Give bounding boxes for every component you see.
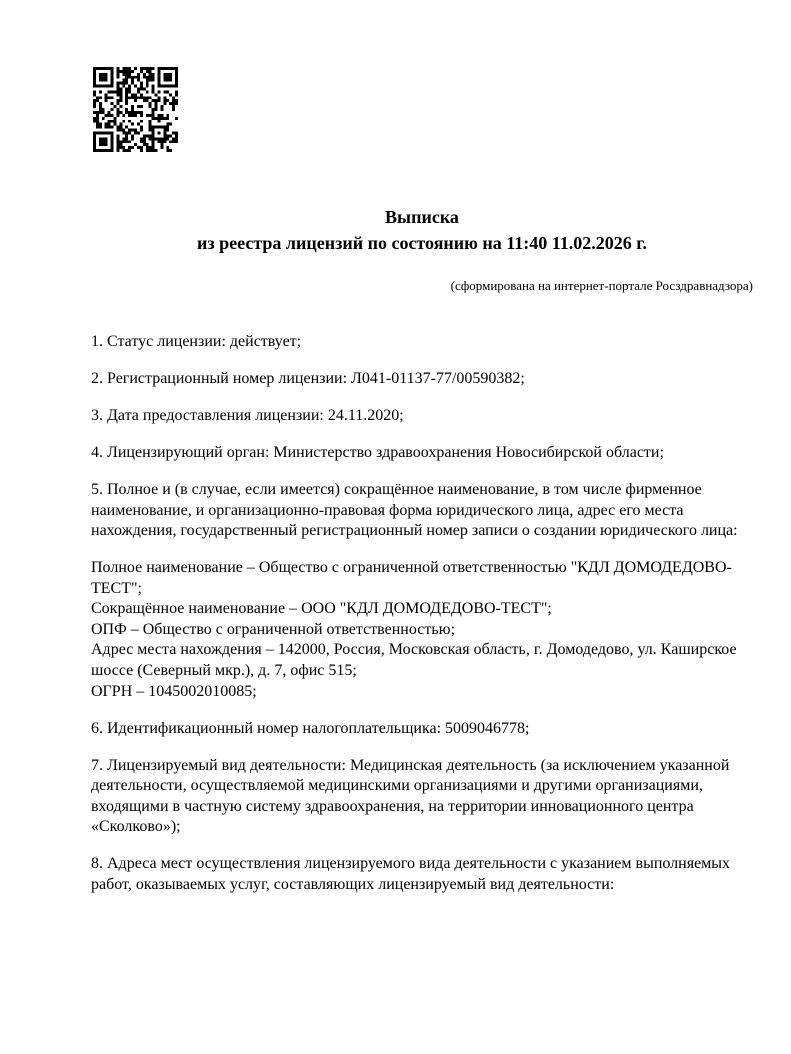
paragraph xyxy=(91,332,753,353)
paragraph-line: 4. Лицензирующий орган: Министерство здравоохранения Новосибирской области; xyxy=(91,443,664,461)
paragraph-line: 7. Лицензируемый вид деятельности: Медицинская деятельность (за исключением указанной деятельности, осуществляемой медицинскими организациями и другими организациями, входящими в частную систему здравоохранения, на территории инновационного центра «Сколково»); xyxy=(91,756,730,836)
paragraph-line: 6. Идентификационный номер налогоплательщика: 5009046778; xyxy=(91,719,530,737)
paragraph-line: Сокращённое наименование – ООО "КДЛ ДОМОДЕДОВО-ТЕСТ"; xyxy=(91,600,552,618)
title-line-2: из реестра лицензий по состоянию на 11:40 11.02.2026 г. xyxy=(197,233,647,253)
paragraph-line: 5. Полное и (в случае, если имеется) сокращённое наименование, в том числе фирменное наименование, и организационно-правовая форма юридического лица, адрес его места нахождения, государственный регистрационный номер записи о создании юридического лица: xyxy=(91,480,738,540)
paragraph-line: 2. Регистрационный номер лицензии: Л041-01137-77/00590382; xyxy=(91,369,525,387)
paragraph-line: Полное наименование – Общество с ограниченной ответственностью "КДЛ ДОМОДЕДОВО-ТЕСТ"; xyxy=(91,559,732,597)
paragraph-line: 3. Дата предоставления лицензии: 24.11.2020; xyxy=(91,406,404,424)
paragraph xyxy=(91,406,753,427)
paragraph-line: Адрес места нахождения – 142000, Россия, Московская область, г. Домодедово, ул. Каширское шоссе (Северный мкр.), д. 7, офис 515; xyxy=(91,641,737,680)
document-content xyxy=(91,0,753,912)
paragraph xyxy=(91,854,753,895)
paragraph-line: 8. Адреса мест осуществления лицензируемого вида деятельности с указанием выполняемых работ, оказываемых услуг, составляющих лицензируемый вид деятельности: xyxy=(91,855,731,893)
paragraph-line: ОПФ – Общество с ограниченной ответственностью; xyxy=(91,620,456,638)
paragraph xyxy=(91,719,753,740)
paragraph xyxy=(91,558,753,702)
title-line-1: Выписка xyxy=(385,207,459,227)
paragraph xyxy=(91,369,753,390)
paragraph xyxy=(91,756,753,838)
document-title xyxy=(91,204,753,256)
paragraph-line: ОГРН – 1045002010085; xyxy=(91,682,257,700)
paragraph xyxy=(91,443,753,464)
paragraph-line: 1. Статус лицензии: действует; xyxy=(91,333,302,350)
document-body xyxy=(91,332,753,896)
formation-note: (сформирована на интернет-портале Росздравнадзора) xyxy=(450,278,753,293)
paragraph xyxy=(91,480,753,542)
